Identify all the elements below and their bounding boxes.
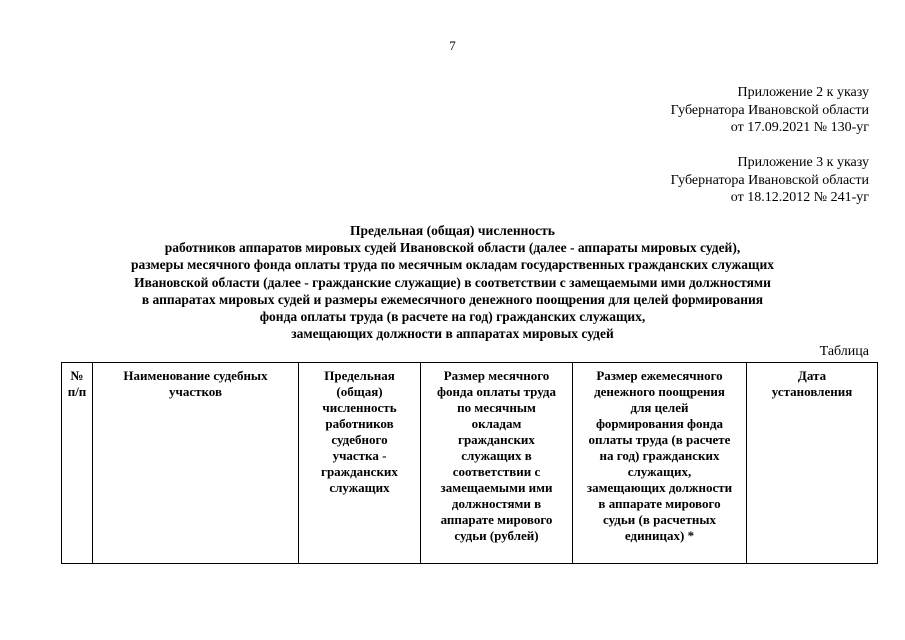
title-line: размеры месячного фонда оплаты труда по месячным окладам государственных гражданских служащих bbox=[130, 257, 774, 273]
header-monthly-pay-fund bbox=[421, 363, 573, 564]
appendix-3-line: Губернатора Ивановской области bbox=[670, 172, 869, 188]
header-line: денежного поощрения bbox=[594, 384, 725, 399]
appendix-3-line: от 18.12.2012 № 241-уг bbox=[730, 190, 869, 205]
header-line: служащих bbox=[329, 480, 390, 495]
header-line: служащих в bbox=[461, 448, 532, 463]
header-line: судьи (рублей) bbox=[454, 528, 539, 543]
header-line: Размер месячного bbox=[443, 368, 550, 383]
header-line: (общая) bbox=[336, 384, 383, 399]
page-number: 7 bbox=[449, 38, 456, 53]
header-line: формирования фонда bbox=[595, 416, 724, 431]
header-line: служащих, bbox=[627, 464, 692, 479]
header-court-section-name bbox=[93, 363, 299, 564]
header-line: установления bbox=[771, 384, 853, 399]
header-line: аппарате мирового bbox=[440, 512, 553, 527]
header-line: соответствии с bbox=[452, 464, 541, 479]
header-line: Наименование судебных bbox=[123, 368, 268, 383]
appendix-2-line: от 17.09.2021 № 130-уг bbox=[730, 120, 869, 135]
title-line: в аппаратах мировых судей и размеры ежемесячного денежного поощрения для целей формирования bbox=[141, 291, 764, 307]
header-line: замещаемыми ими bbox=[440, 480, 553, 495]
header-line: замещающих должности bbox=[586, 480, 733, 495]
header-monthly-bonus bbox=[573, 363, 747, 564]
header-line: окладам bbox=[471, 416, 522, 431]
header-line: по месячным bbox=[457, 400, 536, 415]
title-line: замещающих должности в аппаратах мировых судей bbox=[291, 326, 614, 342]
header-line: судьи (в расчетных bbox=[603, 512, 716, 527]
header-line: гражданских bbox=[458, 432, 535, 447]
appendix-2-line: Приложение 2 к указу bbox=[737, 85, 869, 100]
header-line: Дата bbox=[797, 368, 827, 383]
header-number bbox=[62, 363, 93, 564]
appendix-3-header bbox=[671, 154, 869, 207]
header-line: участков bbox=[168, 384, 222, 399]
header-line: на год) гражданских bbox=[599, 448, 720, 463]
header-line: оплаты труда (в расчете bbox=[588, 432, 731, 447]
document-title bbox=[0, 222, 905, 342]
staffing-table bbox=[61, 362, 878, 564]
title-line: Предельная (общая) численность bbox=[350, 223, 555, 238]
table-header-row bbox=[62, 363, 878, 564]
title-line: фонда оплаты труда (в расчете на год) гражданских служащих, bbox=[259, 309, 646, 325]
header-line: Предельная bbox=[324, 368, 395, 383]
header-line: в аппарате мирового bbox=[598, 496, 721, 511]
header-staff-limit bbox=[299, 363, 421, 564]
appendix-2-header bbox=[671, 84, 869, 137]
header-line: для целей bbox=[630, 400, 689, 415]
header-line: № bbox=[70, 368, 84, 383]
appendix-3-line: Приложение 3 к указу bbox=[737, 155, 869, 170]
title-line: работников аппаратов мировых судей Ивановской области (далее - аппараты мировых судей), bbox=[164, 240, 741, 256]
header-line: должностями в bbox=[451, 496, 542, 511]
header-line: п/п bbox=[67, 384, 87, 399]
header-line: гражданских bbox=[321, 464, 398, 479]
appendix-2-line: Губернатора Ивановской области bbox=[670, 102, 869, 118]
header-line: участка - bbox=[332, 448, 387, 463]
header-line: фонда оплаты труда bbox=[437, 384, 556, 399]
header-line: единицах) * bbox=[624, 528, 695, 543]
header-line: судебного bbox=[331, 432, 388, 447]
header-line: Размер ежемесячного bbox=[596, 368, 723, 383]
header-line: численность bbox=[322, 400, 397, 415]
title-line: Ивановской области (далее - гражданские служащие) в соответствии с замещаемыми ими должностями bbox=[134, 274, 771, 290]
header-effective-date bbox=[747, 363, 878, 564]
table-caption: Таблица bbox=[819, 344, 869, 359]
header-line: работников bbox=[325, 416, 394, 431]
